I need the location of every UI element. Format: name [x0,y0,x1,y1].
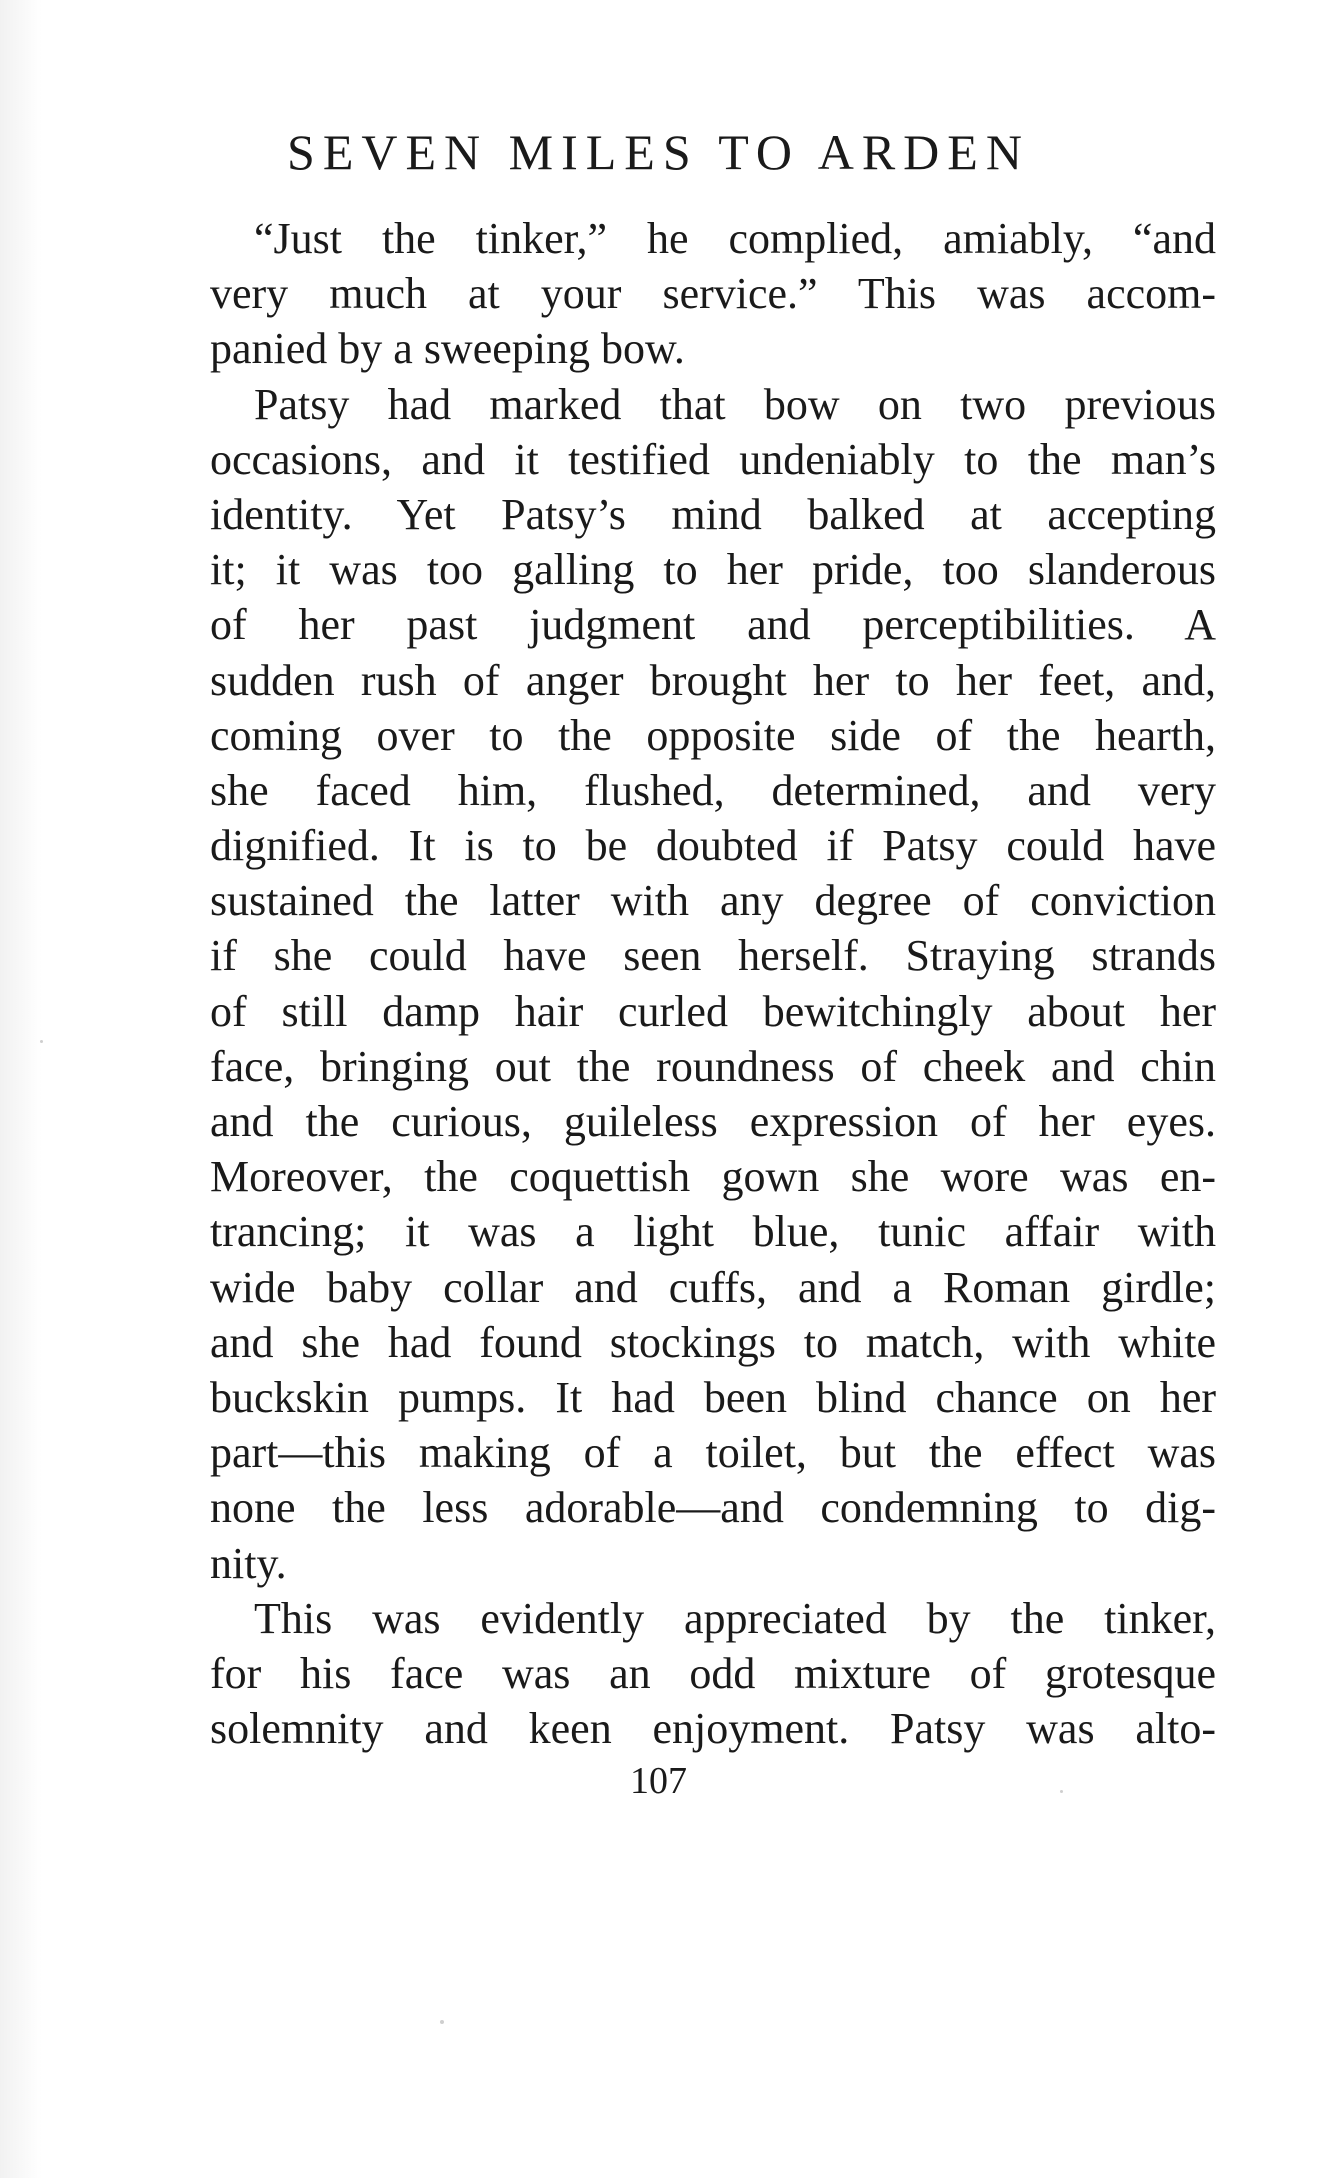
text-line: wide baby collar and cuffs, and a Roman girdle; [210,1262,1216,1312]
paper-speck [1060,1790,1063,1793]
text-line: sustained the latter with any degree of conviction [210,876,1216,926]
text-line: of still damp hair curled bewitchingly about her [210,986,1216,1036]
running-head: SEVEN MILES TO ARDEN [287,124,1030,180]
text-line: and she had found stockings to match, with white [210,1317,1216,1367]
text-line: part—this making of a toilet, but the effect was [210,1428,1216,1478]
paper-speck [440,2020,444,2024]
page-number: 107 [630,1760,687,1802]
text-line: solemnity and keen enjoyment. Patsy was alto- [210,1704,1216,1754]
text-line: coming over to the opposite side of the hearth, [210,710,1216,760]
body-text [210,211,1216,1756]
text-line: and the curious, guileless expression of her eyes. [210,1097,1216,1146]
text-line: sudden rush of anger brought her to her feet, and, [210,655,1216,705]
paper-speck [40,1040,43,1043]
text-line: identity. Yet Patsy’s mind balked at accepting [210,489,1216,539]
text-line: Moreover, the coquettish gown she wore was en- [210,1152,1216,1202]
text-line: nity. [210,1538,287,1588]
text-line: it; it was too galling to her pride, too slanderous [210,545,1216,595]
text-line: buckskin pumps. It had been blind chance on her [210,1372,1216,1422]
text-line: of her past judgment and perceptibilities. A [210,600,1216,650]
page-edge-shading [0,0,42,2178]
text-line: face, bringing out the roundness of cheek and chin [210,1041,1216,1091]
text-line: trancing; it was a light blue, tunic affair with [210,1207,1216,1257]
text-line: none the less adorable—and condemning to dig- [210,1483,1216,1533]
text-line: “Just the tinker,” he complied, amiably, “and [254,214,1216,263]
text-line: panied by a sweeping bow. [210,324,685,374]
text-line: if she could have seen herself. Straying strands [210,931,1216,981]
text-line: for his face was an odd mixture of grotesque [210,1648,1216,1698]
text-line: she faced him, flushed, determined, and very [210,765,1216,815]
text-line: very much at your service.” This was accom- [210,269,1216,319]
text-line: Patsy had marked that bow on two previous [254,379,1216,429]
text-line: dignified. It is to be doubted if Patsy could have [210,821,1216,871]
text-line: occasions, and it testified undeniably to the man’s [210,434,1216,484]
text-line: This was evidently appreciated by the tinker, [254,1593,1216,1643]
